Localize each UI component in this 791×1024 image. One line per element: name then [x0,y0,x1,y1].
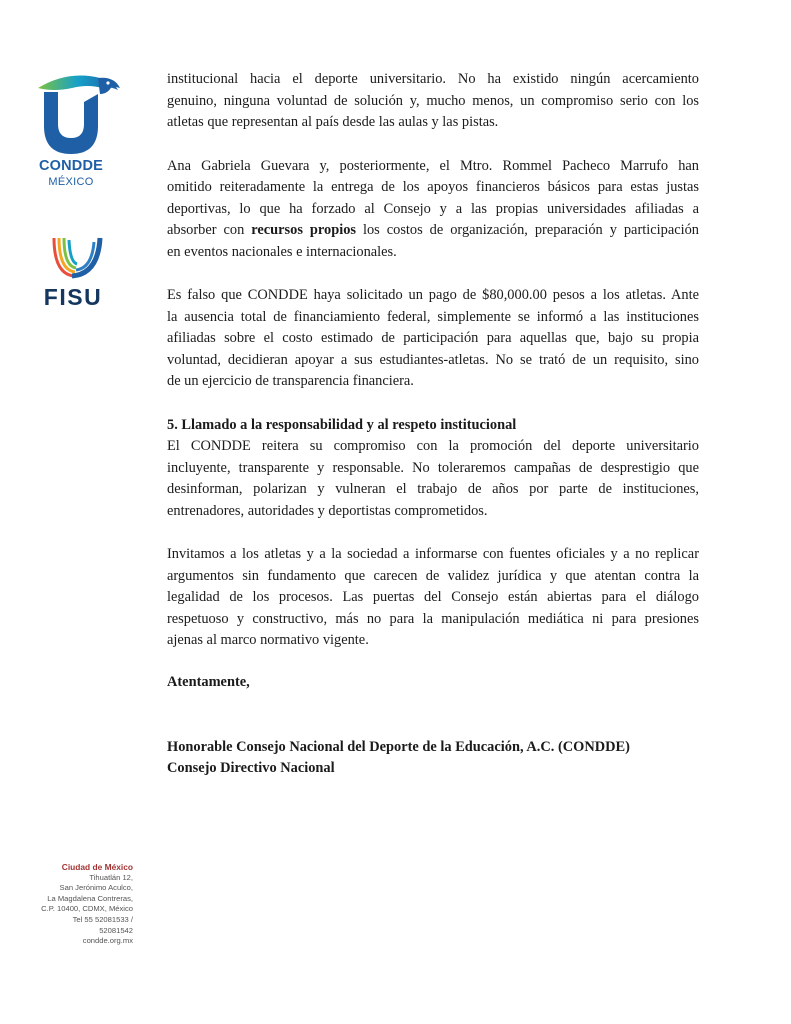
text-line-with-bold: absorber con recursos propios los costos de organización, preparación y participación [167,222,699,238]
condde-logo [28,72,124,202]
address-line: San Jerónimo Aculco, [59,883,133,893]
text-line: incluyente, transparente y responsable. No toleraremos campañas de desprestigio que [167,459,699,476]
text-line: entrenadores, autoridades y deportistas comprometidos. [167,502,488,519]
text-line: El CONDDE reitera su compromiso con la promoción del deporte universitario [167,438,699,454]
address-line: C.P. 10400, CDMX, México [41,904,133,914]
text-line: Ana Gabriela Guevara y, posteriormente, el Mtro. Rommel Pacheco Marrufo han [167,157,699,174]
condde-eagle-icon [28,72,124,162]
text-line: atletas que representan al país desde las aulas y las pistas. [167,114,499,130]
address-line: 52081542 [99,925,133,935]
text-line: genuino, ninguna voluntad de solución y, mucho menos, un compromiso serio con los [167,92,699,109]
text-line: respetuoso y constructivo, más no para la manipulación mediática ni para presiones [167,610,699,627]
paragraph [167,156,699,264]
text-line: institucional hacia el deporte universitario. No ha existido ningún acercamiento [167,71,699,87]
text-line: argumentos sin fundamento que carecen de validez jurídica y que atentan contra la [167,567,699,584]
fisu-name: FISU [43,284,103,310]
letter-body [167,69,699,780]
text-line: afiliadas sobre el costo estimado de participación para aquellas que, bajo su propia [167,330,699,346]
fisu-emblem-icon [28,234,124,284]
address-line: Tel 55 52081533 / [72,914,133,924]
signature-organization: Honorable Consejo Nacional del Deporte de la Educación, A.C. (CONDDE) [167,738,630,755]
bold-phrase: recursos propios [251,222,357,238]
address-website: condde.org.mx [82,936,133,946]
fisu-logo [28,234,124,314]
text-line: de un ejercicio de transparencia financiera. [167,373,414,389]
address-city: Ciudad de México [61,862,133,872]
text-line: Invitamos a los atletas y a la sociedad a informarse con fuentes oficiales y a no replicar [167,546,699,562]
closing: Atentamente, [167,673,250,690]
address-block [10,862,133,947]
text-line: deportivas, lo que ha forzado al Consejo y a las propias universidades afiliadas a [167,200,699,217]
text-line: omitido reiteradamente la entrega de los apoyos financieros básicos para estas justas [167,179,699,195]
text-line: desinforman, polarizan y vulneran el trabajo de años por parte de instituciones, [167,481,699,497]
text-line: Es falso que CONDDE haya solicitado un pago de $80,000.00 pesos a los atletas. Ante [167,287,699,303]
text-line: legalidad de los procesos. Las puertas del Consejo están abiertas para el diálogo [167,589,699,605]
text-line: la ausencia total de financiamiento federal, simplemente se informó a las instituciones [167,308,699,325]
sidebar [0,0,150,1024]
address-line: La Magdalena Contreras, [47,893,133,903]
condde-country: MÉXICO [48,176,94,188]
paragraph [167,415,699,523]
paragraph [167,544,699,652]
text-line: voluntad, decidieran apoyar a sus estudiantes-atletas. No se trató de un requisito, sino [167,351,699,368]
condde-name: CONDDE [38,158,104,174]
section-heading: 5. Llamado a la responsabilidad y al respeto institucional [167,416,517,433]
address-line: Tihuatlán 12, [89,872,133,882]
paragraph [167,285,699,393]
signature-title: Consejo Directivo Nacional [167,760,335,776]
paragraph [167,69,699,134]
text-line: en eventos nacionales e internacionales. [167,243,397,260]
text-line: ajenas al marco normativo vigente. [167,632,369,648]
